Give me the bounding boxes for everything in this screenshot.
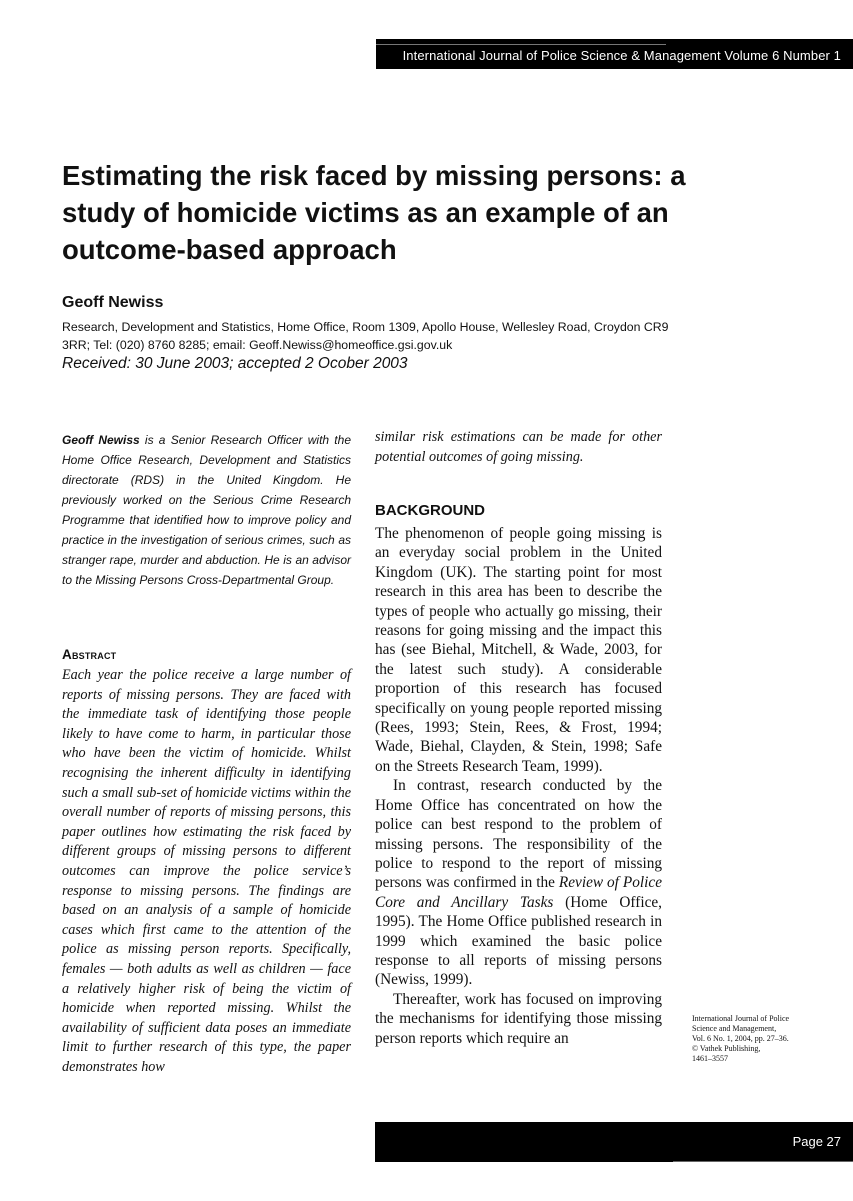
header-rule	[376, 44, 666, 45]
journal-header-text: International Journal of Police Science & Management Volume 6 Number 1	[402, 48, 841, 63]
background-paragraph-1: The phenomenon of people going missing is an everyday social problem in the United Kingdom (UK). The starting point for most research in this area has been to describe the types of people who actually go missing, their reasons for going missing and the impact this has (see Biehal, Mitchell, & Wade, 2003, for the latest such study). A considerable proportion of this research has focused specifically on young people reported missing (Rees, 1993; Stein, Rees, & Frost, 1994; Wade, Biehal, Clayden, & Stein, 1998; Safe on the Streets Research Team, 1999).	[375, 525, 662, 775]
page-number: Page 27	[792, 1134, 841, 1149]
journal-header-bar	[376, 39, 853, 69]
margin-note-line: Science and Management,	[692, 1024, 777, 1033]
background-paragraph-3: Thereafter, work has focused on improving the mechanisms for identifying those missing person reports which require an	[375, 990, 662, 1047]
footer-rule	[673, 1161, 853, 1162]
author-bio	[62, 430, 351, 590]
article-title: Estimating the risk faced by missing persons: a study of homicide victims as an example of an outcome-based approach	[62, 160, 686, 265]
p2-italic-title: Review of Police Core and Ancillary Tasks	[375, 874, 662, 911]
background-paragraph-2	[375, 776, 662, 989]
margin-note-line: International Journal of Police	[692, 1014, 790, 1023]
abstract-heading: Abstract	[62, 647, 117, 662]
margin-note-line: 1461–3557	[692, 1054, 728, 1063]
background-heading: BACKGROUND	[375, 502, 485, 519]
p2-lead: In contrast, research conducted by the Home Office has concentrated on how the police can best respond to the problem of missing persons. The responsibility of the police to respond to the report of missing persons was confirmed in the	[375, 777, 662, 892]
bio-text: is a Senior Research Officer with the Home Office Research, Development and Statistics directorate (RDS) in the United Kingdom. He previously worked on the Serious Crime Research Programme that identified how to improve policy and practice in the investigation of serious crimes, such as stranger rape, murder and abduction. He is an advisor to the Missing Persons Cross-Departmental Group.	[62, 433, 351, 587]
background-body	[375, 524, 662, 1048]
abstract-continuation: similar risk estimations can be made for other potential outcomes of going missing.	[375, 429, 662, 465]
citation-margin-note	[692, 1014, 852, 1064]
page-footer-bar	[375, 1122, 853, 1162]
bio-author-name: Geoff Newiss	[62, 433, 140, 447]
p2-tail: (Home Office, 1995). The Home Office published research in 1999 which examined the basic police response to all reports of missing persons (Newiss, 1999).	[375, 893, 662, 989]
article-author: Geoff Newiss	[62, 294, 164, 311]
author-affiliation: Research, Development and Statistics, Home Office, Room 1309, Apollo House, Wellesley Road, Croydon CR9 3RR; Tel: (020) 8760 8285; email: Geoff.Newiss@homeoffice.gsi.gov.uk	[62, 320, 669, 352]
margin-note-line: Vol. 6 No. 1, 2004, pp. 27–36.	[692, 1034, 789, 1043]
received-dates: Received: 30 June 2003; accepted 2 Ocober 2003	[62, 355, 408, 372]
margin-note-line: © Vathek Publishing,	[692, 1044, 761, 1053]
abstract-text: Each year the police receive a large number of reports of missing persons. They are faced with the immediate task of identifying those people likely to have come to harm, in particular those who have been the victim of homicide. Whilst recognising the inherent difficulty in identifying such a small sub-set of homicide victims within the overall number of reports of missing persons, this paper outlines how estimating the risk faced by different groups of missing persons to different outcomes can improve the police service’s response to missing persons. The findings are based on an analysis of a sample of homicide cases which first came to the attention of the police as missing person reports. Specifically, females — both adults as well as children — face a relatively higher risk of being the victim of homicide when reported missing. Whilst the availability of sufficient data poses an immediate limit to further research of this type, the paper demonstrates how	[62, 667, 351, 1075]
